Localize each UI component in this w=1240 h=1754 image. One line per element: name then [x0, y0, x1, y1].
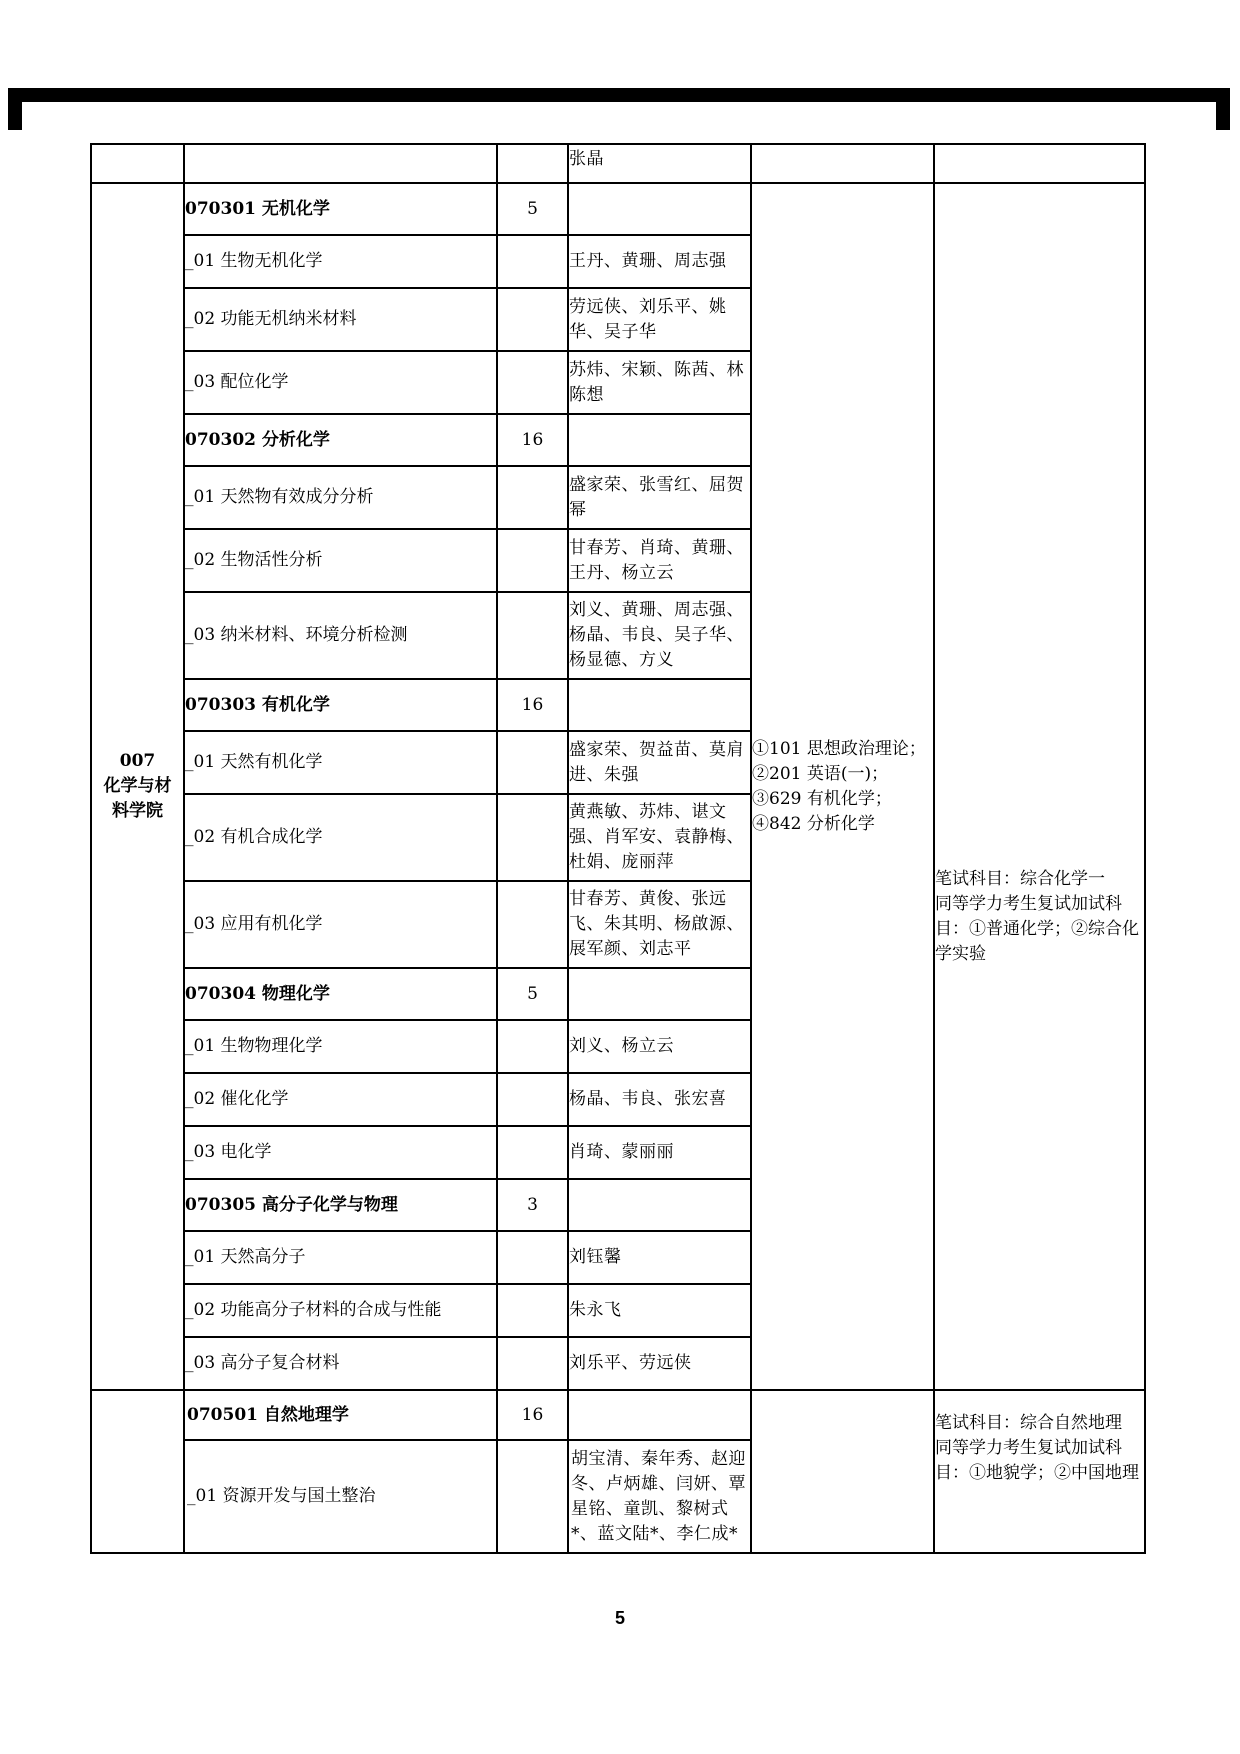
remarks-cell	[934, 1390, 1145, 1553]
supervisors-cell: 盛家荣、贺益苗、莫肩进、朱强	[568, 731, 751, 794]
supervisors-cell: 刘乐平、劳远侠	[568, 1337, 751, 1390]
top-border-right-tick	[1216, 88, 1230, 130]
empty-cell	[497, 1440, 568, 1553]
direction-name: _03 应用有机化学	[184, 881, 497, 968]
direction-name: _02 生物活性分析	[184, 529, 497, 592]
supervisors-cell: 苏炜、宋颖、陈茜、林陈想	[568, 351, 751, 414]
empty-exam-cell	[751, 1390, 934, 1553]
written-exam-text: 笔试科目：综合自然地理	[935, 1413, 1122, 1433]
direction-name: _01 生物物理化学	[184, 1020, 497, 1073]
program-row	[91, 1390, 1145, 1440]
supervisors-cell: 王丹、黄珊、周志强	[568, 235, 751, 288]
admissions-table	[90, 143, 1146, 1554]
program-title: 070301 无机化学	[184, 183, 497, 235]
empty-cell	[497, 592, 568, 679]
supervisors-cell: 张晶	[568, 144, 751, 183]
empty-cell	[497, 1284, 568, 1337]
direction-name: _01 天然有机化学	[184, 731, 497, 794]
direction-name: _03 纳米材料、环境分析检测	[184, 592, 497, 679]
supervisors-cell: 甘春芳、黄俊、张远飞、朱其明、杨啟源、展军颜、刘志平	[568, 881, 751, 968]
quota-cell: 16	[497, 1390, 568, 1440]
top-border-left-tick	[8, 88, 22, 130]
empty-cell	[497, 144, 568, 183]
direction-name: _03 电化学	[184, 1126, 497, 1179]
empty-cell	[497, 794, 568, 881]
direction-name: _02 催化化学	[184, 1073, 497, 1126]
supervisors-cell: 盛家荣、张雪红、屈贺幂	[568, 466, 751, 529]
quota-cell: 5	[497, 968, 568, 1020]
empty-cell	[751, 144, 934, 183]
written-exam-text: 笔试科目：综合化学一	[935, 868, 1105, 889]
empty-cell	[497, 731, 568, 794]
direction-name: _02 有机合成化学	[184, 794, 497, 881]
empty-cell	[934, 144, 1145, 183]
direction-name: _01 天然高分子	[184, 1231, 497, 1284]
supervisors-cell: 刘义、黄珊、周志强、杨晶、韦良、吴子华、杨显德、方义	[568, 592, 751, 679]
supervisors-cell: 肖琦、蒙丽丽	[568, 1126, 751, 1179]
direction-name: _01 生物无机化学	[184, 235, 497, 288]
empty-cell	[568, 414, 751, 466]
direction-name: _01 天然物有效成分分析	[184, 466, 497, 529]
quota-cell: 16	[497, 414, 568, 466]
empty-cell	[497, 466, 568, 529]
program-row	[91, 183, 1145, 235]
college-cell	[91, 183, 184, 1390]
direction-name: _01 资源开发与国土整治	[184, 1440, 497, 1553]
college-text: 007	[119, 751, 156, 771]
supervisors-cell: 黄燕敏、苏炜、谌文强、肖军安、袁静梅、杜娟、庞丽萍	[568, 794, 751, 881]
empty-cell	[568, 1179, 751, 1231]
empty-cell	[91, 144, 184, 183]
college-text: 化学与材	[103, 776, 172, 796]
program-title: 070304 物理化学	[184, 968, 497, 1020]
supervisors-cell: 胡宝清、秦年秀、赵迎冬、卢炳雄、闫妍、覃星铭、童凯、黎树式*、蓝文陆*、李仁成*	[568, 1440, 751, 1553]
direction-name: _03 配位化学	[184, 351, 497, 414]
program-title: 070305 高分子化学与物理	[184, 1179, 497, 1231]
empty-cell	[568, 679, 751, 731]
supervisors-cell: 刘义、杨立云	[568, 1020, 751, 1073]
direction-name: _02 功能高分子材料的合成与性能	[184, 1284, 497, 1337]
empty-cell	[497, 1126, 568, 1179]
empty-cell	[497, 1231, 568, 1284]
empty-cell	[497, 881, 568, 968]
college-text: 料学院	[112, 801, 163, 821]
supervisors-cell: 杨晶、韦良、张宏喜	[568, 1073, 751, 1126]
supervisors-cell: 刘钰馨	[568, 1231, 751, 1284]
empty-cell	[568, 183, 751, 235]
program-title: 070501 自然地理学	[184, 1390, 497, 1440]
exam-subjects-cell: ①101 思想政治理论；②201 英语(一)；③629 有机化学；④842 分析化学	[751, 183, 934, 1390]
supervisors-cell: 劳远侠、刘乐平、姚华、吴子华	[568, 288, 751, 351]
equivalent-exam-text: 同等学力考生复试加试科目：①普通化学；②综合化学实验	[935, 893, 1139, 964]
program-title: 070302 分析化学	[184, 414, 497, 466]
empty-college-cell	[91, 1390, 184, 1553]
quota-cell: 3	[497, 1179, 568, 1231]
quota-cell: 5	[497, 183, 568, 235]
empty-cell	[184, 144, 497, 183]
supervisors-cell: 甘春芳、肖琦、黄珊、王丹、杨立云	[568, 529, 751, 592]
empty-cell	[497, 351, 568, 414]
supervisors-cell: 朱永飞	[568, 1284, 751, 1337]
equivalent-exam-text: 同等学力考生复试加试科目：①地貌学；②中国地理	[935, 1438, 1139, 1483]
quota-cell: 16	[497, 679, 568, 731]
empty-cell	[497, 529, 568, 592]
top-border-bar	[8, 88, 1230, 102]
empty-cell	[497, 1020, 568, 1073]
empty-cell	[568, 1390, 751, 1440]
empty-cell	[497, 1073, 568, 1126]
direction-name: _02 功能无机纳米材料	[184, 288, 497, 351]
table-row	[91, 144, 1145, 183]
empty-cell	[497, 235, 568, 288]
program-title: 070303 有机化学	[184, 679, 497, 731]
direction-name: _03 高分子复合材料	[184, 1337, 497, 1390]
empty-cell	[497, 288, 568, 351]
empty-cell	[568, 968, 751, 1020]
remarks-cell	[934, 183, 1145, 1390]
page-number: 5	[614, 1608, 625, 1628]
empty-cell	[497, 1337, 568, 1390]
